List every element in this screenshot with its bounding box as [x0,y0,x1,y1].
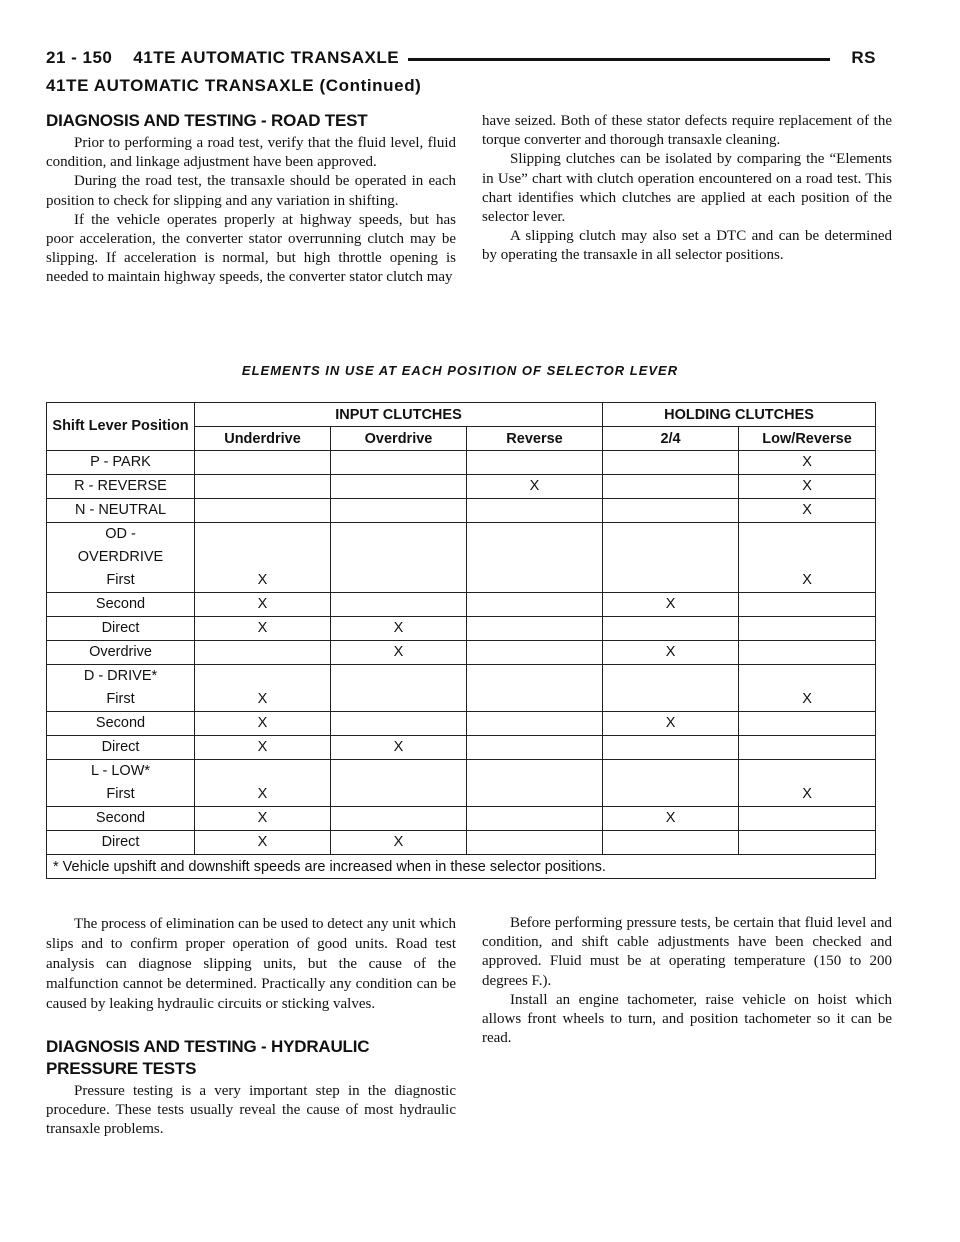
element-cell [331,712,467,736]
element-cell [603,641,739,665]
page-ref: 21 - 150 [46,48,113,67]
position-label: Second [95,810,146,826]
element-cell [467,451,603,475]
position-label: P - PARK [90,454,151,470]
col-header-overdrive: Overdrive [331,427,467,451]
col-header-underdrive: Underdrive [195,427,331,451]
element-mark [467,499,602,522]
element-cell [603,451,739,475]
position-cell [47,807,195,831]
position-label: OD - [105,526,136,542]
element-cell [331,593,467,617]
hydraulic-p2: Before performing pressure tests, be certain that fluid level and condition, and shift cable adjustments have been checked and approved. Fluid must be at operating temperature (150 to 200 degrees F.). [482,915,892,989]
element-mark [467,688,602,711]
element-cell [739,831,876,855]
element-cell [739,451,876,475]
lower-right-column [482,914,892,1048]
table-footnote: * Vehicle upshift and downshift speeds are increased when in these selector positions. [47,855,876,879]
element-cell [467,523,603,593]
position-cell [47,665,195,712]
element-mark: X [665,644,676,660]
element-mark [603,736,738,759]
element-cell [467,831,603,855]
element-mark [603,499,738,522]
position-label: D - DRIVE* [83,668,158,684]
road-test-p2: During the road test, the transaxle should be operated in each position to check for slipping and any variation in shifting. [46,173,456,209]
element-cell [195,593,331,617]
element-cell [603,475,739,499]
element-mark [331,451,466,474]
element-cell [331,617,467,641]
element-mark: X [802,502,812,518]
table-row [47,712,876,736]
element-mark [331,475,466,498]
element-mark [331,712,466,735]
element-cell [195,617,331,641]
table-row [47,523,876,593]
element-mark [739,617,875,640]
element-cell [467,593,603,617]
element-mark: X [802,454,812,470]
element-cell [195,451,331,475]
element-mark: X [393,739,404,755]
position-label: First [106,786,135,802]
element-mark: X [802,691,812,707]
element-mark [603,617,738,640]
element-cell [331,523,467,593]
element-cell [331,475,467,499]
road-test-heading: DIAGNOSIS AND TESTING - ROAD TEST [46,111,368,130]
element-cell [739,760,876,807]
element-mark [331,593,466,616]
hydraulic-heading: DIAGNOSIS AND TESTING - HYDRAULIC PRESSURE TESTS [46,1037,370,1078]
road-test-left-column [46,110,456,288]
position-label: Direct [101,739,140,755]
element-cell [195,736,331,760]
element-mark [195,451,330,474]
element-cell [603,736,739,760]
element-mark [195,475,330,498]
element-mark [467,569,602,592]
element-mark: X [529,478,540,494]
hydraulic-p3: Install an engine tachometer, raise vehicle on hoist which allows front wheels to turn, and position tachometer so it can be read. [482,991,892,1047]
element-cell [331,736,467,760]
element-mark [467,807,602,830]
element-cell [603,712,739,736]
element-mark [739,712,875,735]
element-cell [739,475,876,499]
element-mark: X [257,596,268,612]
footnote-row [47,855,876,879]
position-cell [47,831,195,855]
element-mark [331,499,466,522]
element-mark [467,712,602,735]
element-mark [603,475,738,498]
group-input-header: INPUT CLUTCHES [195,403,603,427]
element-mark: X [393,644,404,660]
element-mark: X [802,786,812,802]
header-title: 41TE AUTOMATIC TRANSAXLE [133,48,400,67]
element-mark [331,688,466,711]
page-header [46,44,876,72]
element-cell [467,736,603,760]
element-cell [331,665,467,712]
element-cell [739,665,876,712]
element-cell [195,665,331,712]
table-row [47,451,876,475]
position-label: N - NEUTRAL [74,502,167,518]
col-position-header: Shift Lever Position [47,403,195,451]
element-cell [195,760,331,807]
element-cell [195,475,331,499]
table-row [47,499,876,523]
element-cell [195,712,331,736]
element-cell [603,617,739,641]
element-mark [467,593,602,616]
col-header-2-4: 2/4 [603,427,739,451]
table-title: ELEMENTS IN USE AT EACH POSITION OF SELECTOR LEVER [241,363,679,378]
element-mark [739,807,875,830]
table-row [47,475,876,499]
element-mark [739,736,875,759]
element-mark: X [257,739,268,755]
position-cell [47,499,195,523]
element-cell [195,523,331,593]
element-mark [739,831,875,854]
element-cell [331,499,467,523]
element-mark: X [802,572,812,588]
element-cell [739,593,876,617]
table-row [47,736,876,760]
element-mark [331,783,466,806]
position-label: Second [95,715,146,731]
road-test-p1: Prior to performing a road test, verify that the fluid level, fluid condition, and linkage adjustment have been approved. [46,135,456,171]
header-left [46,48,399,68]
element-mark [467,641,602,664]
element-cell [195,831,331,855]
element-cell [603,665,739,712]
element-cell [467,499,603,523]
position-cell [47,475,195,499]
element-mark [467,736,602,759]
element-cell [739,523,876,593]
position-label: OVERDRIVE [77,549,164,565]
element-mark: X [257,572,268,588]
continued-heading: 41TE AUTOMATIC TRANSAXLE (Continued) [46,76,422,95]
table-row [47,593,876,617]
element-cell [467,475,603,499]
element-cell [603,807,739,831]
position-label: Overdrive [89,644,152,660]
element-mark: X [665,810,676,826]
position-cell [47,451,195,475]
element-cell [739,736,876,760]
road-test-p3-cont: have seized. Both of these stator defects require replacement of the torque converter and thorough transaxle cleaning. [482,113,892,149]
element-mark: X [802,478,812,494]
element-cell [195,499,331,523]
element-cell [331,807,467,831]
element-cell [195,641,331,665]
element-cell [603,499,739,523]
element-cell [467,665,603,712]
element-mark: X [393,620,404,636]
lower-left-column [46,914,456,1140]
position-cell [47,736,195,760]
element-mark: X [665,596,676,612]
element-mark [467,783,602,806]
element-cell [739,641,876,665]
element-mark [467,617,602,640]
position-label: Direct [101,834,140,850]
element-mark: X [257,691,268,707]
element-cell [603,593,739,617]
element-cell [331,760,467,807]
element-cell [467,712,603,736]
table-row [47,831,876,855]
table-row [47,665,876,712]
position-label: R - REVERSE [74,478,167,494]
element-cell [467,617,603,641]
col-header-low-reverse: Low/Reverse [739,427,876,451]
elimination-paragraph: The process of elimination can be used to detect any unit which slips and to confirm proper operation of good units. Road test analysis can diagnose slipping units, but the cause of the malfunction cannot be determined. Practically any condition can be caused by leaking hydraulic circuits or sticking valves. [46,916,456,1012]
element-mark [603,569,738,592]
element-cell [739,807,876,831]
element-cell [331,451,467,475]
element-cell [603,831,739,855]
element-mark [331,807,466,830]
element-cell [467,641,603,665]
element-mark: X [665,715,676,731]
position-label: L - LOW* [90,763,151,779]
header-rule [408,58,830,61]
table-row [47,641,876,665]
position-cell [47,523,195,593]
position-label: First [106,691,135,707]
element-cell [739,712,876,736]
table-row [47,617,876,641]
position-label: Second [95,596,146,612]
element-mark: X [257,810,268,826]
hydraulic-p1: Pressure testing is a very important step in the diagnostic procedure. These tests usually reveal the cause of most hydraulic transaxle problems. [46,1083,456,1138]
position-label: First [106,572,135,588]
element-mark [467,451,602,474]
element-mark [739,641,875,664]
header-code: RS [851,48,876,67]
element-mark [739,593,875,616]
element-mark: X [257,834,268,850]
element-mark [195,499,330,522]
position-cell [47,593,195,617]
road-test-right-column [482,112,892,266]
position-label: Direct [101,620,140,636]
road-test-p3: If the vehicle operates properly at highway speeds, but has poor acceleration, the converter stator overrunning clutch may be slipping. If acceleration is normal, but high throttle opening is needed to maintain highway speeds, the converter stator clutch may [46,211,456,286]
road-test-p5: A slipping clutch may also set a DTC and can be determined by operating the transaxle in all selector positions. [482,228,892,264]
col-header-reverse: Reverse [467,427,603,451]
elements-table [46,402,876,879]
element-cell [739,617,876,641]
element-mark [603,451,738,474]
road-test-p4: Slipping clutches can be isolated by comparing the “Elements in Use” chart with clutch operation encountered on a road test. This chart identifies which clutches are applied at each position of the selector lever. [482,151,892,226]
group-holding-header: HOLDING CLUTCHES [603,403,876,427]
element-cell [331,641,467,665]
table-row [47,807,876,831]
element-mark [195,641,330,664]
element-mark [603,688,738,711]
position-cell [47,712,195,736]
element-cell [467,760,603,807]
table-row [47,760,876,807]
position-cell [47,760,195,807]
element-cell [603,523,739,593]
element-cell [739,499,876,523]
element-cell [467,807,603,831]
element-mark [467,831,602,854]
element-cell [603,760,739,807]
element-mark: X [257,715,268,731]
element-mark [603,831,738,854]
element-mark [603,783,738,806]
position-cell [47,641,195,665]
element-mark [331,569,466,592]
element-mark: X [257,620,268,636]
element-cell [331,831,467,855]
position-cell [47,617,195,641]
element-cell [195,807,331,831]
element-mark: X [393,834,404,850]
element-mark: X [257,786,268,802]
